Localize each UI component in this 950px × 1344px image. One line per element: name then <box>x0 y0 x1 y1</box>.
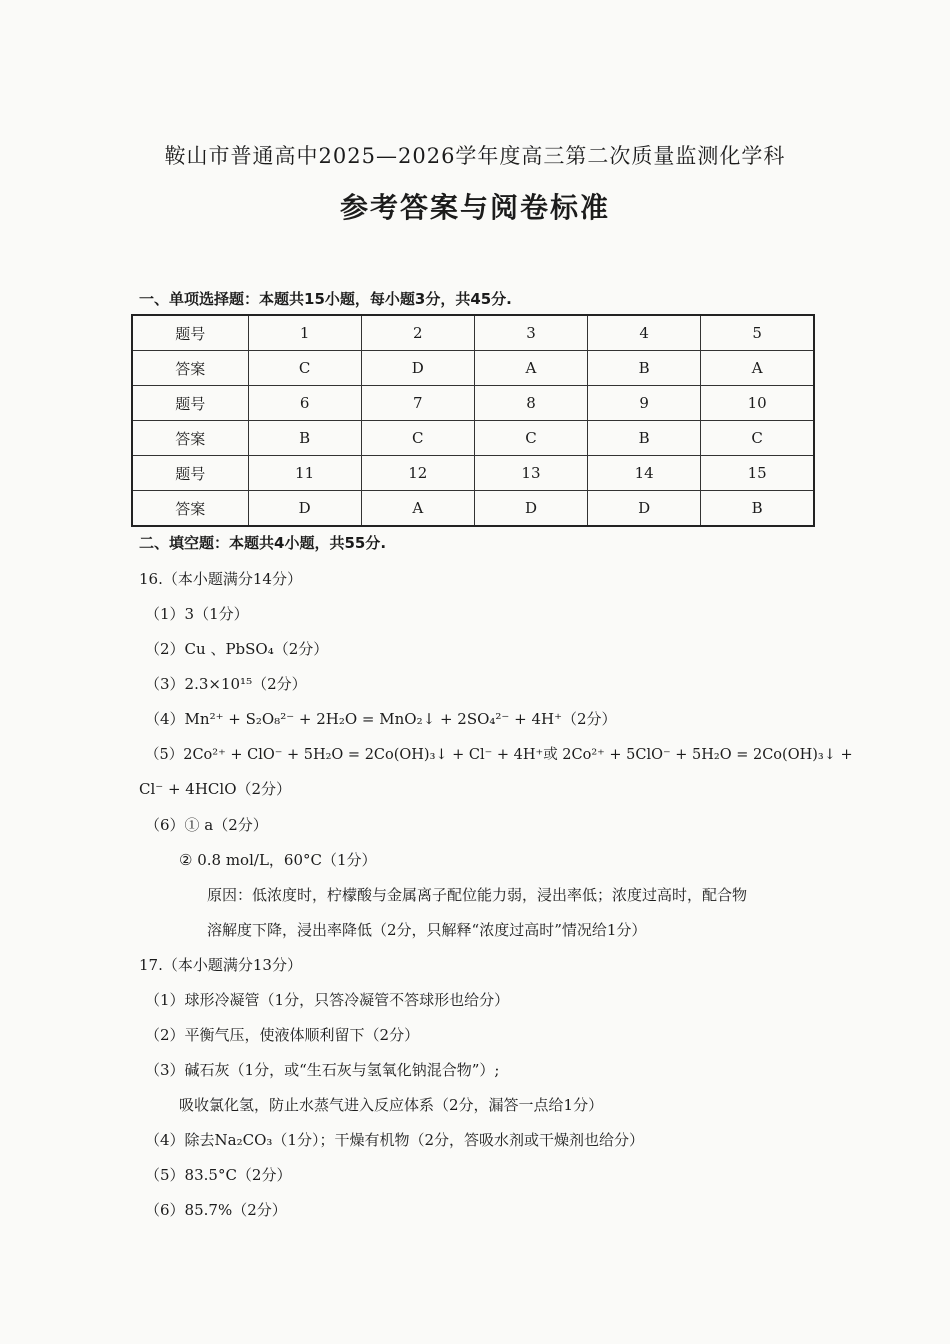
q16-header: 16.（本小题满分14分） <box>139 570 302 588</box>
table-cell: C <box>361 421 474 456</box>
q17-answer-3-line2: 吸收氯化氢，防止水蒸气进入反应体系（2分，漏答一点给1分） <box>179 1096 604 1114</box>
table-cell: 5 <box>701 315 814 351</box>
table-cell: 2 <box>361 315 474 351</box>
table-cell: 10 <box>701 386 814 421</box>
q16-answer-3: （3）2.3×10¹⁵（2分） <box>145 675 307 693</box>
table-cell: 15 <box>701 456 814 491</box>
q16-answer-5-line2: Cl⁻ + 4HClO（2分） <box>139 780 292 798</box>
table-cell: 6 <box>248 386 361 421</box>
q16-answer-6-2: ② 0.8 mol/L，60°C（1分） <box>179 851 377 869</box>
table-row-label: 答案 <box>132 491 248 527</box>
table-cell: B <box>701 491 814 527</box>
table-cell: 13 <box>474 456 587 491</box>
table-row-number <box>132 386 814 421</box>
table-cell: D <box>248 491 361 527</box>
table-row-label: 题号 <box>132 315 248 351</box>
table-row-answer <box>132 491 814 527</box>
table-row-answer <box>132 351 814 386</box>
table-cell: 8 <box>474 386 587 421</box>
answer-table <box>131 314 815 527</box>
table-cell: C <box>248 351 361 386</box>
q16-answer-1: （1）3（1分） <box>145 605 249 623</box>
section1-heading: 一、单项选择题：本题共15小题，每小题3分，共45分. <box>139 290 512 308</box>
table-cell: B <box>248 421 361 456</box>
table-cell: A <box>474 351 587 386</box>
table-row-label: 答案 <box>132 351 248 386</box>
table-cell: 1 <box>248 315 361 351</box>
table-cell: D <box>361 351 474 386</box>
q17-answer-6: （6）85.7%（2分） <box>145 1201 287 1219</box>
table-cell: 14 <box>588 456 701 491</box>
q17-header: 17.（本小题满分13分） <box>139 956 302 974</box>
table-cell: A <box>701 351 814 386</box>
q16-answer-6-1: （6）① a（2分） <box>145 816 268 834</box>
q17-answer-5: （5）83.5°C（2分） <box>145 1166 292 1184</box>
q17-answer-2: （2）平衡气压，使液体顺利留下（2分） <box>145 1026 420 1044</box>
table-cell: B <box>588 421 701 456</box>
table-cell: 9 <box>588 386 701 421</box>
q16-answer-4: （4）Mn²⁺ + S₂O₈²⁻ + 2H₂O = MnO₂↓ + 2SO₄²⁻ + 4H⁺（2分） <box>145 710 617 728</box>
table-cell: B <box>588 351 701 386</box>
document-title: 鞍山市普通高中2025—2026学年度高三第二次质量监测化学科 <box>164 144 786 168</box>
table-row-label: 答案 <box>132 421 248 456</box>
table-cell: D <box>474 491 587 527</box>
q17-answer-3-line1: （3）碱石灰（1分，或“生石灰与氢氧化钠混合物”）; <box>145 1061 500 1079</box>
table-cell: 3 <box>474 315 587 351</box>
table-cell: A <box>361 491 474 527</box>
q16-answer-2: （2）Cu 、PbSO₄（2分） <box>145 640 329 658</box>
table-cell: C <box>701 421 814 456</box>
table-cell: 11 <box>248 456 361 491</box>
q16-reason-line2: 溶解度下降，浸出率降低（2分，只解释“浓度过高时”情况给1分） <box>207 921 647 939</box>
table-cell: C <box>474 421 587 456</box>
q17-answer-1: （1）球形冷凝管（1分，只答冷凝管不答球形也给分） <box>145 991 510 1009</box>
q16-answer-5-line1: （5）2Co²⁺ + ClO⁻ + 5H₂O = 2Co(OH)₃↓ + Cl⁻ + 4H⁺或 2Co²⁺ + 5ClO⁻ + 5H₂O = 2Co(OH)₃↓ + <box>145 747 853 763</box>
table-cell: D <box>588 491 701 527</box>
q16-reason-line1: 原因：低浓度时，柠檬酸与金属离子配位能力弱，浸出率低；浓度过高时，配合物 <box>207 886 748 904</box>
table-row-number <box>132 456 814 491</box>
section2-heading: 二、填空题：本题共4小题，共55分. <box>139 534 387 552</box>
table-cell: 12 <box>361 456 474 491</box>
table-row-number <box>132 315 814 351</box>
table-row-label: 题号 <box>132 386 248 421</box>
table-cell: 4 <box>588 315 701 351</box>
document-subtitle: 参考答案与阅卷标准 <box>339 191 610 224</box>
table-row-answer <box>132 421 814 456</box>
table-cell: 7 <box>361 386 474 421</box>
table-row-label: 题号 <box>132 456 248 491</box>
q17-answer-4: （4）除去Na₂CO₃（1分）；干燥有机物（2分，答吸水剂或干燥剂也给分） <box>145 1131 645 1149</box>
